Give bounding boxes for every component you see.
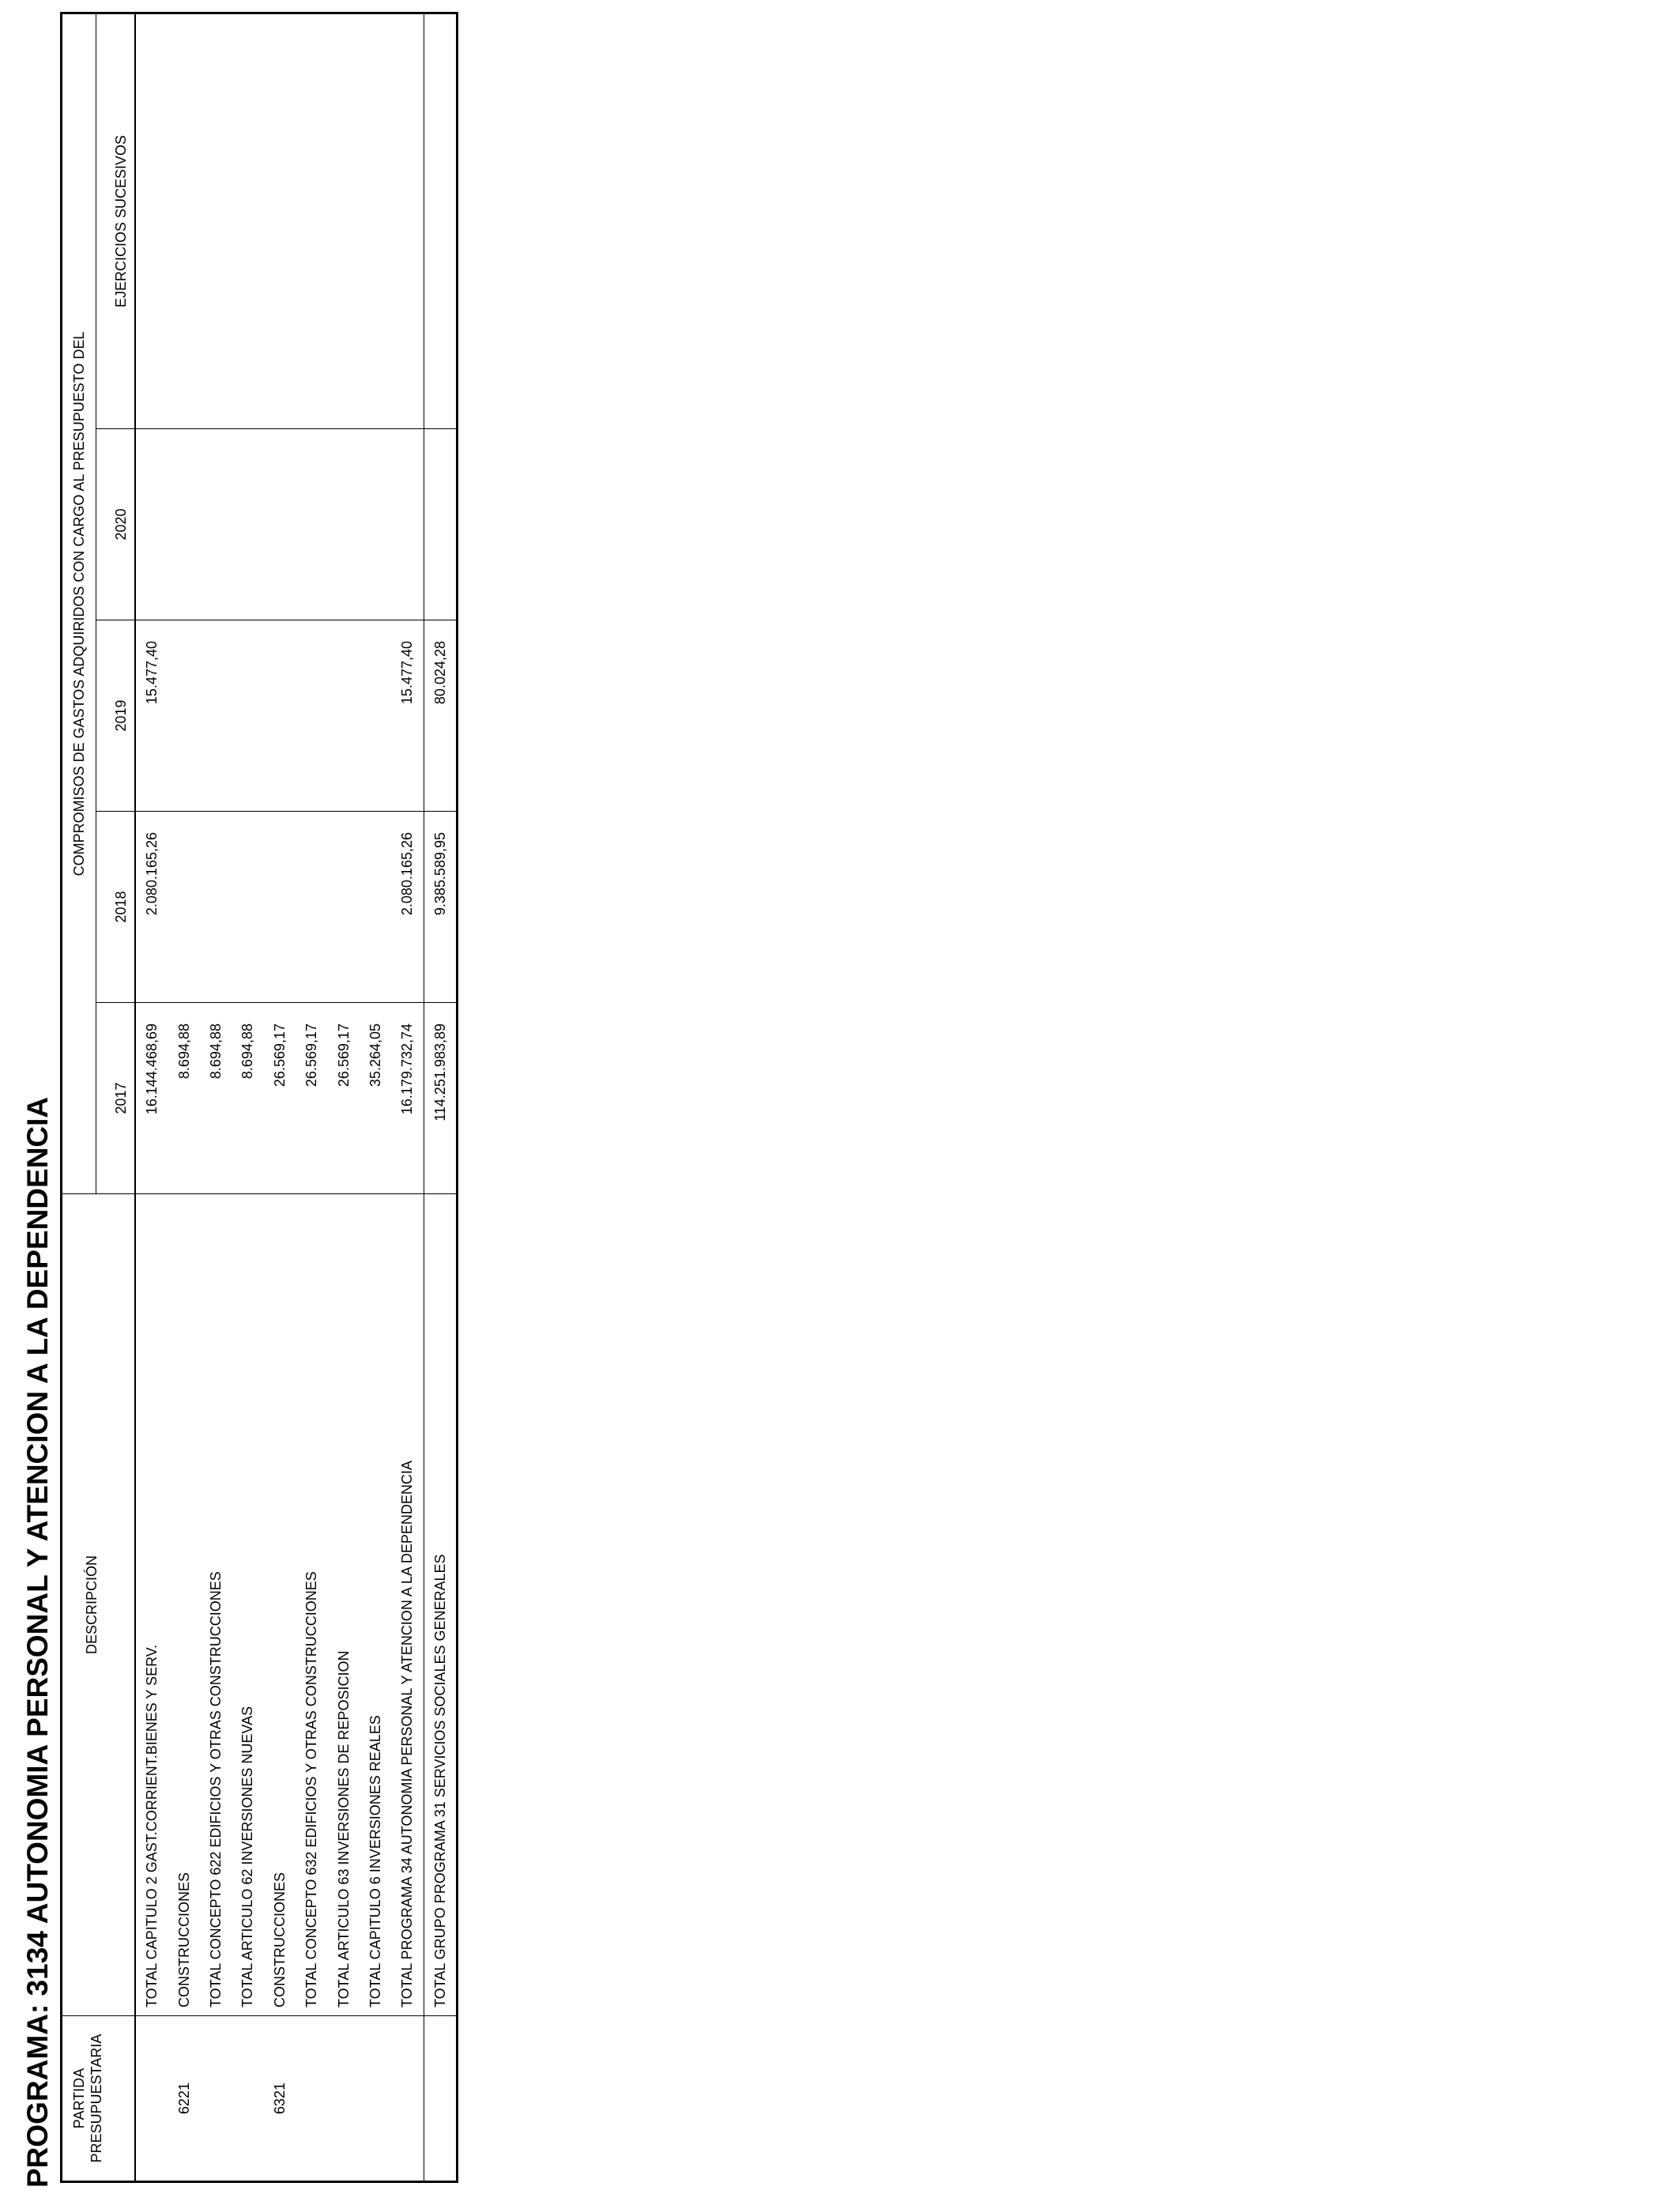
cell-2018: 9.385.589,95 xyxy=(424,812,457,1003)
cell-descripcion: TOTAL CONCEPTO 622 EDIFICIOS Y OTRAS CONSTRUCCIONES xyxy=(200,1194,232,2016)
header-row-group xyxy=(62,13,96,2181)
cell-2018: 2.080.165,26 xyxy=(135,812,168,1003)
header-ejercicios-sucesivos: EJERCICIOS SUCESIVOS xyxy=(96,13,136,428)
cell-2020 xyxy=(327,429,359,620)
table-row xyxy=(264,13,296,2181)
cell-2020 xyxy=(232,429,263,620)
cell-partida xyxy=(296,2016,327,2182)
cell-sucesivos xyxy=(391,13,424,428)
table-row xyxy=(360,13,391,2181)
cell-2019 xyxy=(296,620,327,812)
cell-sucesivos xyxy=(168,13,199,428)
table-row xyxy=(168,13,199,2181)
cell-partida xyxy=(135,2016,168,2182)
cell-descripcion: CONSTRUCCIONES xyxy=(168,1194,199,2016)
header-year-2019: 2019 xyxy=(96,620,136,812)
header-year-2017: 2017 xyxy=(96,1003,136,1194)
cell-2019 xyxy=(168,620,199,812)
cell-partida xyxy=(424,2016,457,2182)
cell-2018 xyxy=(264,812,296,1003)
cell-2020 xyxy=(296,429,327,620)
cell-partida xyxy=(200,2016,232,2182)
header-partida xyxy=(62,2016,136,2182)
table-row xyxy=(391,13,424,2181)
cell-sucesivos xyxy=(296,13,327,428)
cell-2019 xyxy=(327,620,359,812)
cell-2020 xyxy=(135,429,168,620)
cell-sucesivos xyxy=(200,13,232,428)
cell-2020 xyxy=(391,429,424,620)
table-row xyxy=(296,13,327,2181)
cell-2019 xyxy=(232,620,263,812)
cell-2017: 26.569,17 xyxy=(264,1003,296,1194)
cell-2019 xyxy=(360,620,391,812)
cell-descripcion: TOTAL ARTICULO 63 INVERSIONES DE REPOSICION xyxy=(327,1194,359,2016)
cell-2020 xyxy=(264,429,296,620)
cell-2017: 16.144.468,69 xyxy=(135,1003,168,1194)
page-title: PROGRAMA: 3134 AUTONOMIA PERSONAL Y ATENCION A LA DEPENDENCIA xyxy=(21,1096,54,2188)
cell-2018 xyxy=(360,812,391,1003)
cell-2019: 80.024,28 xyxy=(424,620,457,812)
cell-descripcion: TOTAL CAPITULO 6 INVERSIONES REALES xyxy=(360,1194,391,2016)
cell-sucesivos xyxy=(424,13,457,428)
cell-descripcion: TOTAL CONCEPTO 632 EDIFICIOS Y OTRAS CONSTRUCCIONES xyxy=(296,1194,327,2016)
cell-descripcion: TOTAL GRUPO PROGRAMA 31 SERVICIOS SOCIALES GENERALES xyxy=(424,1194,457,2016)
table-row xyxy=(424,13,457,2181)
cell-2019 xyxy=(264,620,296,812)
cell-2020 xyxy=(360,429,391,620)
cell-sucesivos xyxy=(135,13,168,428)
cell-descripcion: TOTAL PROGRAMA 34 AUTONOMIA PERSONAL Y ATENCION A LA DEPENDENCIA xyxy=(391,1194,424,2016)
header-year-2018: 2018 xyxy=(96,812,136,1003)
cell-2020 xyxy=(424,429,457,620)
header-compromisos: COMPROMISOS DE GASTOS ADQUIRIDOS CON CARGO AL PRESUPUESTO DEL xyxy=(62,13,96,1193)
cell-2018 xyxy=(327,812,359,1003)
header-partida-line2: PRESUPUESTARIA xyxy=(89,2034,104,2163)
cell-partida: 6221 xyxy=(168,2016,199,2182)
cell-sucesivos xyxy=(327,13,359,428)
table-row xyxy=(135,13,168,2181)
cell-2017: 35.264,05 xyxy=(360,1003,391,1194)
cell-2019: 15.477,40 xyxy=(391,620,424,812)
cell-2017: 16.179.732,74 xyxy=(391,1003,424,1194)
header-year-2020: 2020 xyxy=(96,429,136,620)
cell-descripcion: TOTAL CAPITULO 2 GAST.CORRIENT.BIENES Y SERV. xyxy=(135,1194,168,2016)
cell-2018 xyxy=(200,812,232,1003)
header-partida-line1: PARTIDA xyxy=(71,2068,87,2129)
table-row xyxy=(327,13,359,2181)
cell-2018: 2.080.165,26 xyxy=(391,812,424,1003)
cell-partida: 6321 xyxy=(264,2016,296,2182)
cell-2019: 15.477,40 xyxy=(135,620,168,812)
cell-partida xyxy=(360,2016,391,2182)
cell-sucesivos xyxy=(232,13,263,428)
cell-partida xyxy=(391,2016,424,2182)
cell-2017: 8.694,88 xyxy=(168,1003,199,1194)
cell-2020 xyxy=(200,429,232,620)
cell-2018 xyxy=(168,812,199,1003)
cell-2017: 26.569,17 xyxy=(296,1003,327,1194)
cell-sucesivos xyxy=(264,13,296,428)
cell-partida xyxy=(327,2016,359,2182)
cell-2018 xyxy=(296,812,327,1003)
cell-descripcion: TOTAL ARTICULO 62 INVERSIONES NUEVAS xyxy=(232,1194,263,2016)
cell-2020 xyxy=(168,429,199,620)
cell-2017: 8.694,88 xyxy=(200,1003,232,1194)
cell-2018 xyxy=(232,812,263,1003)
cell-2017: 8.694,88 xyxy=(232,1003,263,1194)
table-row xyxy=(200,13,232,2181)
cell-2017: 26.569,17 xyxy=(327,1003,359,1194)
cell-2019 xyxy=(200,620,232,812)
cell-2017: 114.251.983,89 xyxy=(424,1003,457,1194)
cell-partida xyxy=(232,2016,263,2182)
budget-table xyxy=(60,12,458,2183)
cell-descripcion: CONSTRUCCIONES xyxy=(264,1194,296,2016)
table-row xyxy=(232,13,263,2181)
cell-sucesivos xyxy=(360,13,391,428)
header-descripcion: DESCRIPCIÓN xyxy=(62,1194,136,2016)
